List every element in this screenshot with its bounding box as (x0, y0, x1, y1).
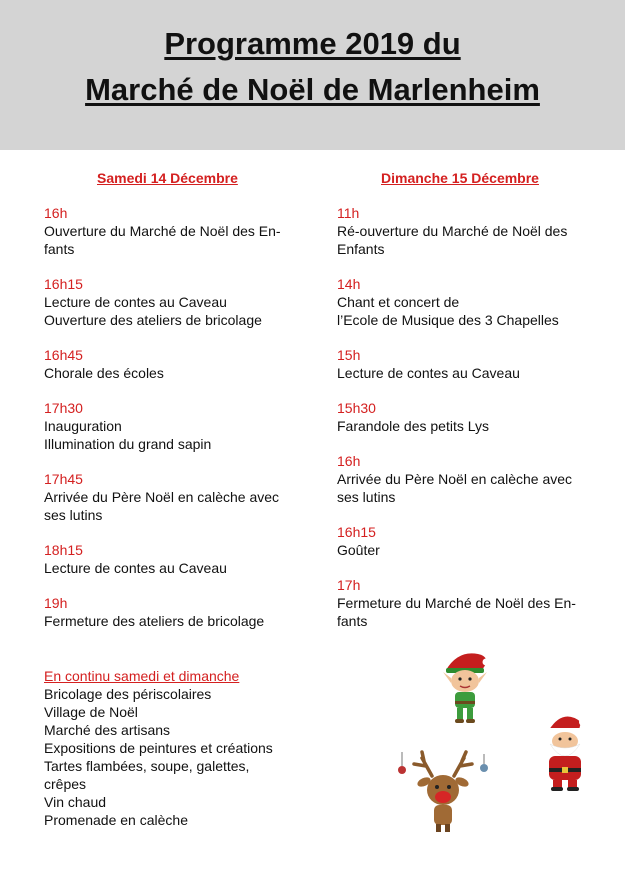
sunday-event (337, 346, 607, 382)
santa-leg-left (553, 780, 562, 788)
sunday-event (337, 275, 607, 329)
elf-belt (455, 701, 475, 704)
event-time: 16h45 (44, 347, 83, 363)
event-time: 18h15 (44, 542, 83, 558)
continuous-item: Village de Noël (44, 704, 138, 720)
page-title-line1: Programme 2019 du (164, 26, 461, 61)
santa-belt-buckle (562, 767, 568, 773)
elf-eye-right (468, 677, 471, 680)
sunday-event (337, 204, 607, 258)
event-description: Goûter (337, 542, 380, 558)
santa-eye-left (559, 738, 562, 741)
saturday-event (44, 399, 314, 453)
event-description: Farandole des petits Lys (337, 418, 490, 434)
event-description: Lecture de contes au Caveau (44, 560, 227, 576)
continuous-item: Bricolage des périscolaires (44, 686, 212, 702)
event-time: 19h (44, 595, 68, 611)
santa-hat-pompom (579, 718, 587, 726)
elf-shoe-left (455, 719, 464, 723)
event-time: 11h (337, 205, 360, 221)
saturday-heading: Samedi 14 Décembre (97, 170, 238, 186)
event-time: 14h (337, 276, 361, 292)
event-description: Chant et concert de (337, 294, 460, 310)
elf-ear-right (479, 672, 487, 683)
elf-illustration (438, 648, 490, 724)
santa-boot-left (551, 787, 563, 791)
saturday-event (44, 275, 314, 329)
saturday-event (44, 204, 314, 258)
sunday-heading: Dimanche 15 Décembre (381, 170, 539, 186)
continuous-item: Promenade en calèche (44, 812, 188, 828)
reindeer-leg-left (436, 824, 441, 832)
event-description: ses lutins (337, 489, 396, 505)
event-description: Ouverture des ateliers de bricolage (44, 312, 262, 328)
event-description: Illumination du grand sapin (44, 436, 212, 452)
event-time: 16h15 (337, 524, 376, 540)
sunday-event (337, 452, 607, 506)
reindeer-leg-right (445, 824, 450, 832)
continuous-item: Marché des artisans (44, 722, 171, 738)
event-description: l’Ecole de Musique des 3 Chapelles (337, 312, 559, 328)
ornament-right (480, 764, 488, 772)
santa-boot-right (567, 787, 579, 791)
elf-shoe-right (466, 719, 475, 723)
elf-ear-left (443, 672, 451, 683)
event-description: Lecture de contes au Caveau (337, 365, 520, 381)
event-description: Ouverture du Marché de Noël des En- (44, 223, 281, 239)
event-description: fants (337, 613, 368, 629)
event-description: Chorale des écoles (44, 365, 164, 381)
saturday-event (44, 346, 314, 382)
saturday-column (44, 169, 314, 647)
event-description: ses lutins (44, 507, 103, 523)
event-description: Fermeture des ateliers de bricolage (44, 613, 265, 629)
event-description: Arrivée du Père Noël en calèche avec (337, 471, 573, 487)
elf-body (455, 692, 475, 708)
elf-leg-left (457, 708, 463, 720)
event-time: 16h (44, 205, 68, 221)
sunday-column (337, 169, 607, 647)
event-time: 15h30 (337, 400, 376, 416)
event-description: Lecture de contes au Caveau (44, 294, 227, 310)
event-time: 16h15 (44, 276, 83, 292)
saturday-event (44, 541, 314, 577)
continuous-item: Tartes flambées, soupe, galettes, (44, 758, 250, 774)
santa-eye-right (569, 738, 572, 741)
event-description: fants (44, 241, 75, 257)
event-time: 17h (337, 577, 361, 593)
continuous-heading: En continu samedi et dimanche (44, 668, 240, 684)
page-title-line2: Marché de Noël de Marlenheim (85, 72, 540, 107)
elf-hat (446, 653, 486, 670)
elf-face (451, 670, 479, 692)
event-description: Ré-ouverture du Marché de Noël des (337, 223, 568, 239)
sunday-event (337, 576, 607, 630)
elf-leg-right (467, 708, 473, 720)
event-time: 15h (337, 347, 361, 363)
santa-illustration (535, 708, 595, 792)
event-time: 17h30 (44, 400, 83, 416)
reindeer-body (434, 805, 452, 825)
reindeer-antler-left (414, 752, 432, 776)
santa-hat (549, 717, 581, 730)
sunday-event (337, 523, 607, 559)
event-description: Fermeture du Marché de Noël des En- (337, 595, 576, 611)
reindeer-nose (435, 791, 451, 803)
ornament-left (398, 766, 406, 774)
reindeer-illustration (396, 748, 492, 836)
elf-eye-left (458, 677, 461, 680)
saturday-event (44, 594, 314, 630)
reindeer-eye-left (435, 785, 439, 789)
sunday-event (337, 399, 607, 435)
event-description: Enfants (337, 241, 385, 257)
reindeer-eye-right (447, 785, 451, 789)
santa-leg-right (568, 780, 577, 788)
event-time: 16h (337, 453, 361, 469)
event-description: Inauguration (44, 418, 122, 434)
elf-hat-pompom (483, 659, 490, 666)
event-description: Arrivée du Père Noël en calèche avec (44, 489, 280, 505)
event-time: 17h45 (44, 471, 83, 487)
continuous-section (44, 667, 324, 829)
continuous-item: Vin chaud (44, 794, 107, 810)
reindeer-antler-right (454, 752, 472, 776)
continuous-item: Expositions de peintures et créations (44, 740, 273, 756)
saturday-event (44, 470, 314, 524)
continuous-item: crêpes (44, 776, 87, 792)
